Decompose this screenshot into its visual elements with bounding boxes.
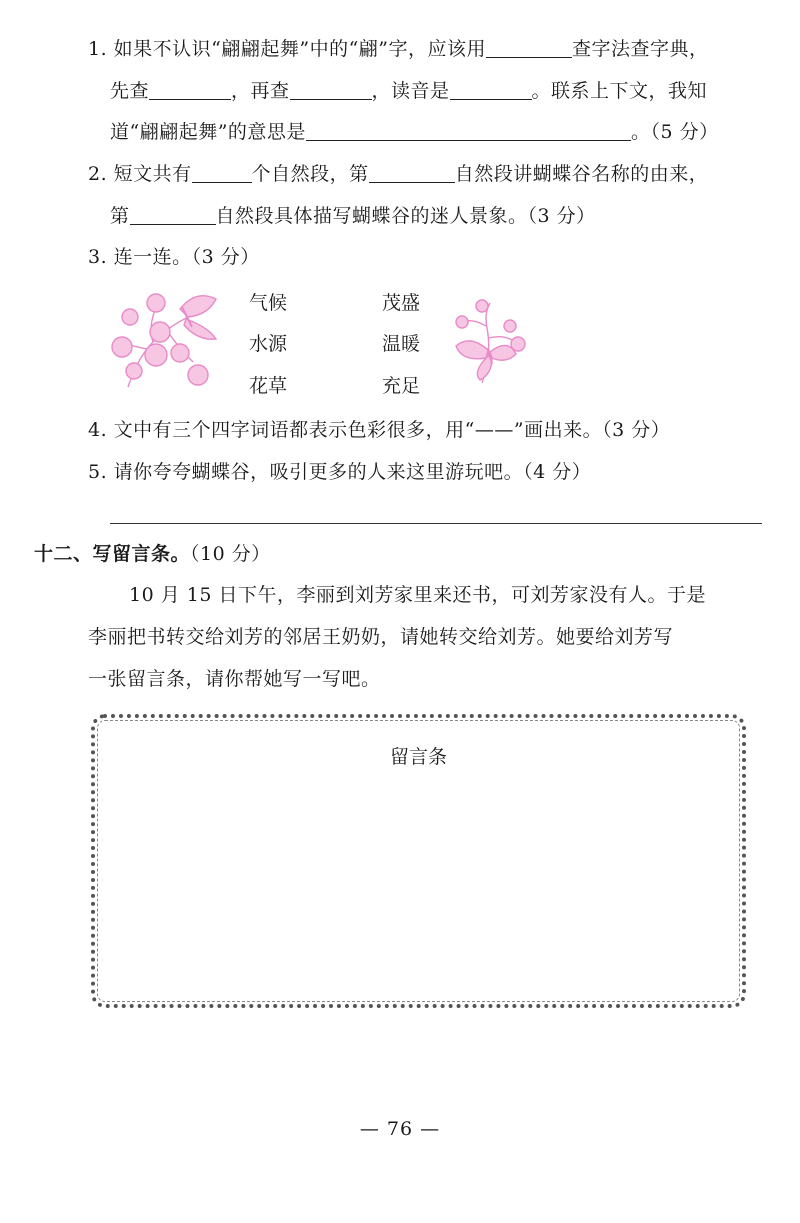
q5-answer-line[interactable]	[110, 523, 762, 524]
q3-left-word[interactable]: 气候	[249, 292, 288, 314]
flowers-butterfly-right-illustration	[452, 298, 527, 386]
q2-line2: 第 自然段具体描写蝴蝶谷的迷人景象。（3 分）	[110, 205, 596, 227]
q2-line1: 2. 短文共有 个自然段，第 自然段讲蝴蝶谷名称的由来，	[88, 163, 709, 185]
q5-text: 5. 请你夸夸蝴蝶谷，吸引更多的人来这里游玩吧。（4 分）	[88, 461, 592, 483]
q2-blank-scene[interactable]	[130, 204, 216, 225]
q1-line1: 1. 如果不认识“翩翩起舞”中的“翩”字，应该用 查字法查字典，	[88, 38, 709, 60]
section12-heading	[34, 540, 271, 568]
note-writing-box[interactable]	[91, 714, 746, 1008]
section12-title: 十二、写留言条。	[34, 543, 191, 565]
q1-line2: 先查 ，再查 ，读音是 。联系上下文，我知	[110, 80, 708, 102]
page-number: — 76 —	[359, 1118, 441, 1140]
q2-blank-origin[interactable]	[369, 162, 455, 183]
q1-blank-second[interactable]	[290, 79, 372, 100]
q3-left-word[interactable]: 水源	[249, 333, 288, 355]
q3-right-word[interactable]: 茂盛	[382, 292, 421, 314]
section12-score: （10 分）	[190, 543, 271, 565]
q1-line3: 道“翩翩起舞”的意思是 。（5 分）	[110, 121, 719, 143]
q1-blank-meaning[interactable]	[306, 120, 631, 141]
q1-blank-method[interactable]	[486, 37, 572, 58]
q1-blank-first[interactable]	[149, 79, 231, 100]
q3-left-word[interactable]: 花草	[249, 375, 288, 397]
q4-text: 4. 文中有三个四字词语都表示色彩很多，用“——”画出来。（3 分）	[88, 419, 671, 441]
q3-right-word[interactable]: 充足	[382, 375, 421, 397]
section12-para-line2: 李丽把书转交给刘芳的邻居王奶奶，请她转交给刘芳。她要给刘芳写	[88, 626, 674, 648]
q3-right-word[interactable]: 温暖	[382, 333, 421, 355]
q1-blank-pronunciation[interactable]	[450, 79, 532, 100]
flowers-butterfly-left-illustration	[108, 287, 226, 393]
q2-blank-count[interactable]	[192, 162, 252, 183]
section12-para-line1: 10 月 15 日下午，李丽到刘芳家里来还书，可刘芳家没有人。于是	[129, 584, 706, 606]
section12-para-line3: 一张留言条，请你帮她写一写吧。	[88, 668, 381, 690]
note-box-title: 留言条	[389, 746, 447, 768]
q3-prompt: 3. 连一连。（3 分）	[88, 246, 260, 268]
